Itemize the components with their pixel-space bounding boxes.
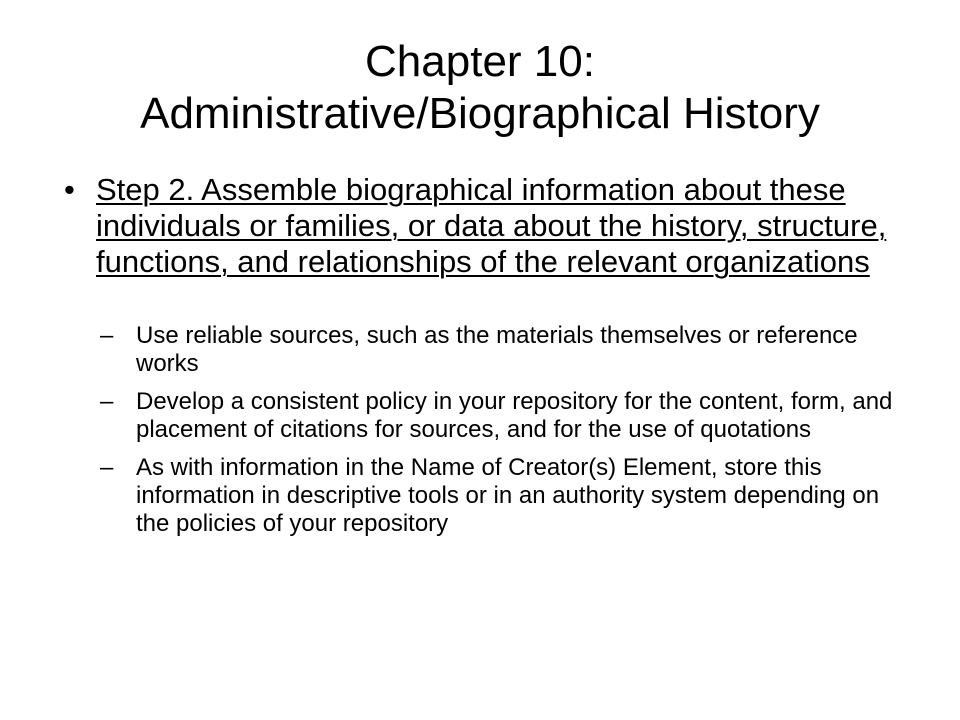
sub-bullet-marker: –: [100, 322, 114, 349]
title-line-2: Administrative/Biographical History: [140, 89, 820, 138]
sub-bullet-item: [100, 322, 900, 378]
title-line-1: Chapter 10:: [365, 37, 595, 86]
sub-bullet-list: [100, 322, 900, 548]
sub-bullet-item: [100, 388, 900, 444]
sub-bullet-marker: –: [100, 454, 114, 481]
main-bullet: [64, 172, 894, 280]
sub-bullet-item: [100, 454, 900, 538]
sub-bullet-text: Develop a consistent policy in your repository for the content, form, and placement of citations for sources, and for the use of quotations: [136, 388, 893, 443]
bullet-marker: •: [64, 172, 75, 207]
sub-bullet-marker: –: [100, 388, 114, 415]
sub-bullet-text: As with information in the Name of Creator(s) Element, store this information in descriptive tools or in an authority system depending on the policies of your repository: [136, 454, 880, 537]
slide-title: [40, 36, 920, 140]
sub-bullet-text: Use reliable sources, such as the materials themselves or reference works: [136, 322, 858, 377]
main-bullet-text: Step 2. Assemble biographical information about these individuals or families, or data about the history, structure, functions, and relationships of the relevant organizations: [96, 172, 887, 279]
